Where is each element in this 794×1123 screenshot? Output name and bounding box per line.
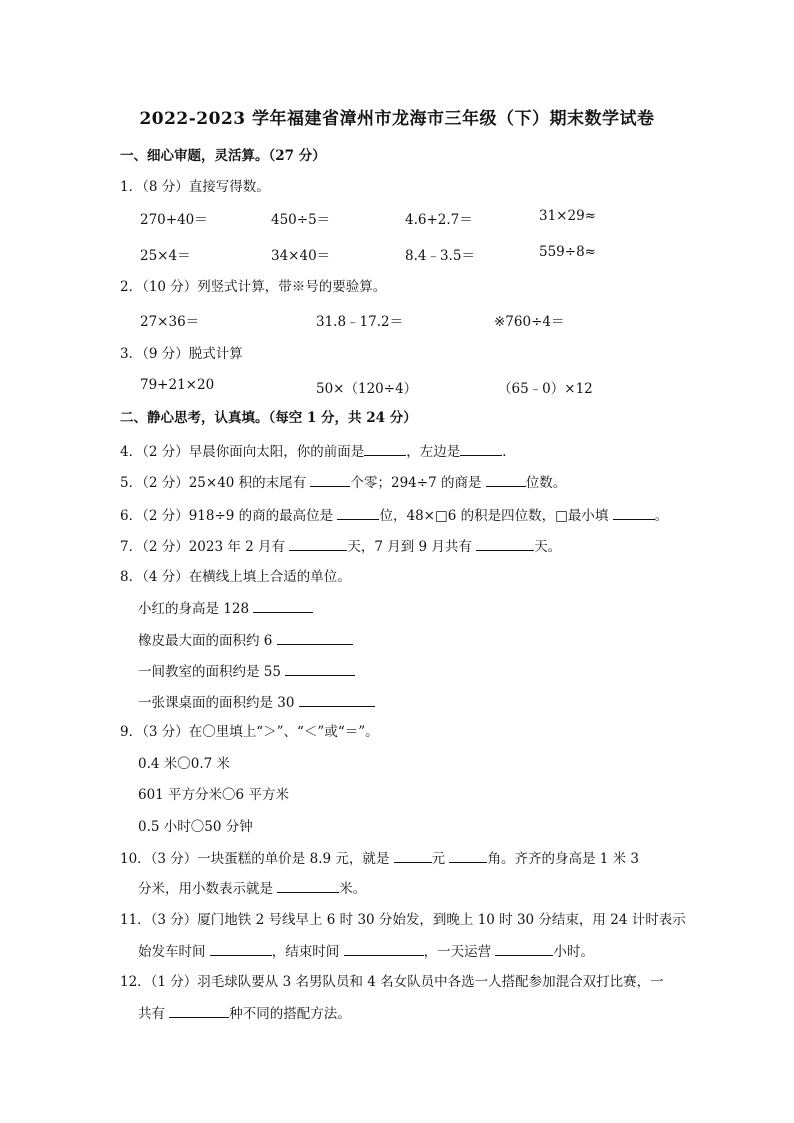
q5-text: 5．（2 分）25×40 积的末尾有	[120, 475, 311, 491]
question-10	[120, 848, 639, 869]
question-6	[120, 505, 668, 526]
q9-item: 601 平方分米〇6 平方米	[138, 787, 289, 803]
q8-item	[138, 661, 355, 682]
question-9-label: 9．（3 分）在〇里填上“＞”、“＜”或“＝”。	[120, 724, 379, 740]
answer-blank[interactable]	[310, 472, 350, 487]
q1-expr: 25×4＝	[140, 248, 191, 264]
answer-blank[interactable]	[394, 848, 432, 863]
q2-expr: ※760÷4＝	[494, 314, 565, 330]
answer-blank[interactable]	[299, 692, 375, 707]
question-5	[120, 472, 566, 493]
q7-text: 7．（2 分）2023 年 2 月有	[120, 539, 290, 555]
q8-item-text: 一张课桌面的面积约是 30	[138, 695, 299, 711]
q10-text: 元	[431, 851, 450, 867]
q8-item-text: 小红的身高是 128	[138, 601, 254, 617]
answer-blank[interactable]	[460, 441, 502, 456]
q11-text: ，一天运营	[423, 944, 496, 960]
page-title: 2022-2023 学年福建省漳州市龙海市三年级（下）期末数学试卷	[139, 109, 655, 129]
answer-blank[interactable]	[344, 941, 424, 956]
question-12-cont	[138, 1003, 351, 1024]
q3-expr: 50×（120÷4）	[316, 381, 418, 397]
answer-blank[interactable]	[337, 505, 379, 520]
answer-blank[interactable]	[169, 1003, 229, 1018]
question-10-cont	[138, 878, 366, 899]
q8-item	[138, 598, 313, 619]
q4-text: ．	[502, 444, 516, 460]
question-4	[120, 441, 516, 462]
q1-expr: 8.4﹣3.5＝	[405, 248, 475, 264]
q5-text: 位数。	[525, 475, 567, 491]
answer-blank[interactable]	[495, 941, 553, 956]
q4-text: 4．（2 分）早晨你面向太阳，你的前面是	[120, 444, 365, 460]
answer-blank[interactable]	[476, 536, 534, 551]
q8-item-text: 一间教室的面积约是 55	[138, 664, 286, 680]
answer-blank[interactable]	[289, 536, 347, 551]
question-12: 12．（1 分）羽毛球队要从 3 名男队员和 4 名女队员中各选一人搭配参加混合双打比赛，一	[120, 974, 664, 990]
q1-expr: 450÷5＝	[271, 212, 331, 228]
q5-text: 个零；294÷7 的商是	[350, 475, 486, 491]
answer-blank[interactable]	[613, 505, 655, 520]
q12-text: 种不同的搭配方法。	[229, 1006, 351, 1022]
q1-expr: 34×40＝	[271, 248, 331, 264]
answer-blank[interactable]	[486, 472, 526, 487]
q9-item: 0.4 米〇0.7 米	[138, 756, 231, 772]
answer-blank[interactable]	[449, 848, 487, 863]
q7-text: 天。	[534, 539, 562, 555]
q1-expr: 559÷8≈	[539, 244, 596, 260]
q1-expr: 4.6+2.7＝	[405, 212, 473, 228]
q4-text: ，左边是	[406, 444, 461, 460]
question-3-label: 3．（9 分）脱式计算	[120, 346, 243, 362]
answer-blank[interactable]	[210, 941, 272, 956]
q11-text: ，结束时间	[271, 944, 344, 960]
q12-text: 共有	[138, 1006, 170, 1022]
q6-text: 。	[654, 508, 669, 524]
q3-expr: （65﹣0）×12	[498, 381, 593, 397]
answer-blank[interactable]	[285, 661, 355, 676]
q11-text: 小时。	[553, 944, 594, 960]
q8-item-text: 橡皮最大面的面积约 6	[138, 633, 277, 649]
q1-expr: 270+40＝	[140, 212, 208, 228]
section-2-heading: 二、静心思考，认真填。（每空 1 分，共 24 分）	[120, 410, 417, 426]
q6-text: 6．（2 分）918÷9 的商的最高位是	[120, 508, 338, 524]
q3-expr: 79+21×20	[140, 377, 215, 393]
question-7	[120, 536, 561, 557]
q8-item	[138, 692, 375, 713]
q10-text: 分米，用小数表示就是	[138, 881, 278, 897]
question-11-cont	[138, 941, 594, 962]
question-11: 11．（3 分）厦门地铁 2 号线早上 6 时 30 分始发，到晚上 10 时 30 分结束，用 24 计时表示	[120, 912, 686, 928]
q11-text: 始发车时间	[138, 944, 210, 960]
answer-blank[interactable]	[253, 598, 313, 613]
answer-blank[interactable]	[364, 441, 406, 456]
q2-expr: 31.8﹣17.2＝	[316, 314, 404, 330]
answer-blank[interactable]	[277, 878, 339, 893]
q10-text: 角。齐齐的身高是 1 米 3	[487, 851, 640, 867]
q10-text: 米。	[339, 881, 367, 897]
q7-text: 天，7 月到 9 月共有	[347, 539, 477, 555]
q2-expr: 27×36＝	[140, 314, 200, 330]
q10-text: 10．（3 分）一块蛋糕的单价是 8.9 元，就是	[120, 851, 394, 867]
q6-text: 位，48×□6 的积是四位数，□最小填	[379, 508, 613, 524]
section-1-heading: 一、细心审题，灵活算。（27 分）	[120, 148, 326, 164]
question-1-label: 1．（8 分）直接写得数。	[120, 179, 270, 195]
q9-item: 0.5 小时〇50 分钟	[138, 819, 253, 835]
question-8-label: 8．（4 分）在横线上填上合适的单位。	[120, 569, 351, 585]
q8-item	[138, 630, 353, 651]
q1-expr: 31×29≈	[539, 208, 596, 224]
answer-blank[interactable]	[277, 630, 353, 645]
question-2-label: 2．（10 分）列竖式计算，带※号的要验算。	[120, 279, 387, 295]
